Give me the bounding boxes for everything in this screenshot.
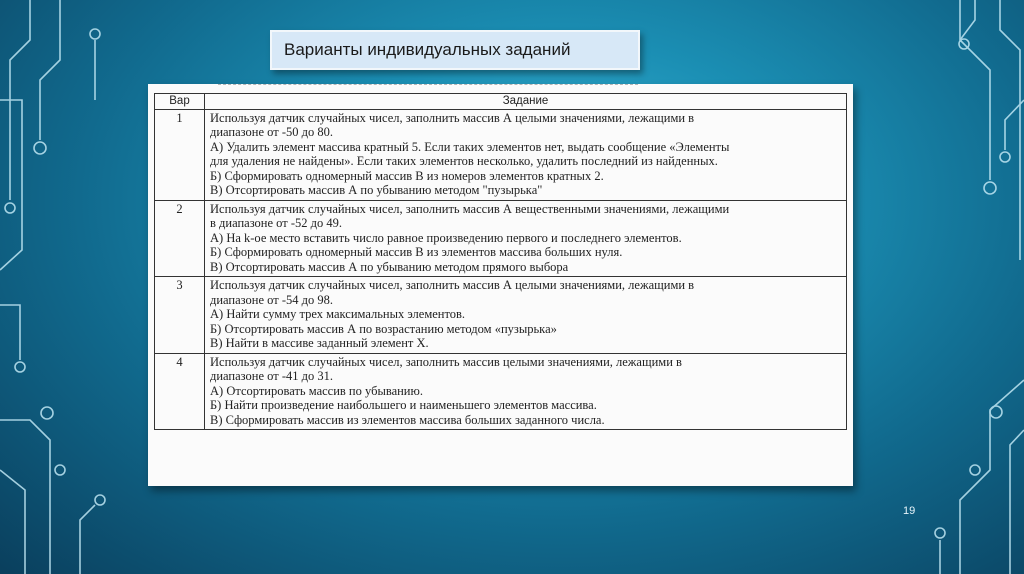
table-row [155, 353, 847, 430]
slide-title-text: Варианты индивидуальных заданий [284, 40, 571, 59]
table-row [155, 277, 847, 354]
variants-table [154, 93, 847, 430]
task-line: Б) Сформировать одномерный массив В из номеров элементов кратных 2. [210, 168, 604, 183]
page-number: 19 [903, 505, 916, 517]
task-line: А) Отсортировать массив по убыванию. [210, 383, 423, 398]
task-line: В) Сформировать массив из элементов массива больших заданного числа. [210, 412, 605, 427]
table-row [155, 200, 847, 277]
task-line: А) Удалить элемент массива кратный 5. Если таких элементов нет, выдать сообщение «Элементы [210, 139, 730, 154]
task-line: Используя датчик случайных чисел, заполнить массив целыми значениями, лежащими в [210, 354, 682, 369]
header-variant: Вар [155, 94, 205, 110]
table-row [155, 109, 847, 200]
task-line: В) Отсортировать массив А по убыванию методом прямого выбора [210, 259, 569, 274]
task-line: в диапазоне от -52 до 49. [210, 216, 342, 230]
task-line: Используя датчик случайных чисел, заполнить массив А вещественными значениями, лежащими [210, 201, 730, 216]
task-line: диапазоне от -50 до 80. [210, 125, 333, 139]
variant-number: 3 [155, 277, 205, 354]
task-cell [205, 353, 847, 430]
task-cell [205, 109, 847, 200]
variant-number: 2 [155, 200, 205, 277]
task-line: В) Отсортировать массив А по убыванию методом "пузырька" [210, 183, 543, 197]
task-cell [205, 277, 847, 354]
variant-number: 1 [155, 109, 205, 200]
task-line: А) Найти сумму трех максимальных элементов. [210, 307, 466, 321]
table-header-row [155, 94, 847, 110]
task-line: диапазоне от -54 до 98. [210, 292, 333, 307]
cropped-text-edge [218, 84, 638, 89]
task-line: В) Найти в массиве заданный элемент Х. [210, 336, 429, 350]
variant-number: 4 [155, 353, 205, 430]
task-cell [205, 200, 847, 277]
task-line: для удаления не найдены». Если таких элементов несколько, удалить последний из найденных. [210, 154, 718, 168]
task-line: диапазоне от -41 до 31. [210, 369, 333, 383]
task-line: Используя датчик случайных чисел, заполнить массив А целыми значениями, лежащими в [210, 110, 695, 125]
header-task: Задание [205, 94, 847, 110]
task-line: Б) Найти произведение наибольшего и наименьшего элементов массива. [210, 398, 597, 412]
task-line: Б) Отсортировать массив А по возрастанию методом «пузырька» [210, 321, 557, 336]
task-line: Б) Сформировать одномерный массив В из элементов массива больших нуля. [210, 245, 623, 259]
assignment-document [148, 84, 853, 486]
task-line: Используя датчик случайных чисел, заполнить массив А целыми значениями, лежащими в [210, 278, 695, 292]
task-line: А) На k-ое место вставить число равное произведению первого и последнего элементов. [210, 230, 682, 245]
slide-title [270, 30, 640, 70]
